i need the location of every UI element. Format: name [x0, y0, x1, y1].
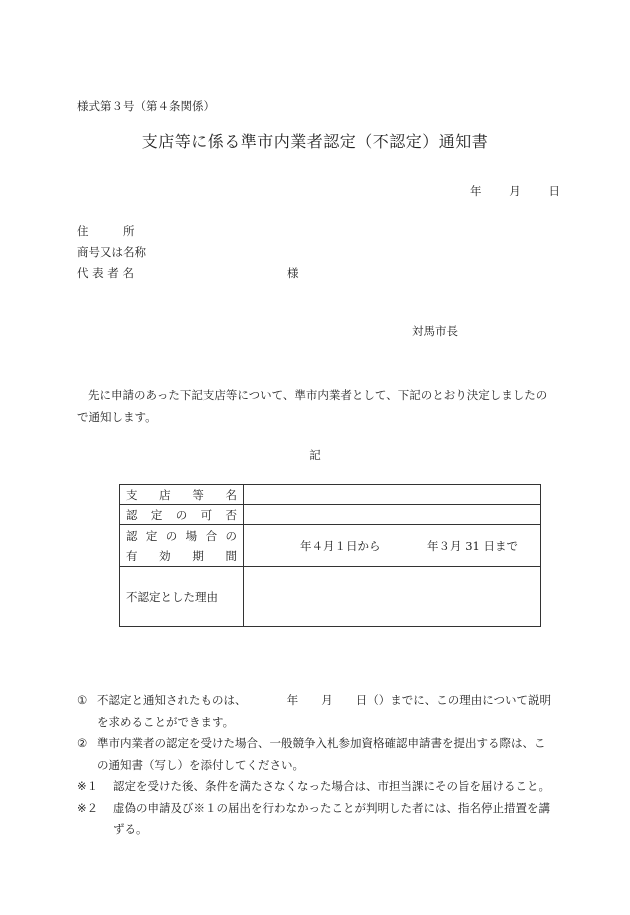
note-item: [77, 733, 555, 776]
note-item: [77, 798, 555, 841]
branch-label-char: 支: [126, 487, 138, 502]
note-mark: ※２: [77, 800, 99, 815]
validity-label-char: 認: [126, 528, 138, 543]
branch-name-value-cell: [244, 485, 541, 505]
trade-name-label: 商号又は名称: [77, 245, 146, 259]
note-text: 準市内業者の認定を受けた場合、一般競争入札参加資格確認申請書を提出する際は、この通知書（写し）を添付してください。: [97, 736, 546, 772]
validity-label-char: の: [225, 528, 237, 543]
validity-label-char: 期: [192, 548, 204, 563]
note-mark: ②: [77, 736, 88, 750]
validity-label-char: 有: [126, 548, 138, 563]
date-day-label: 日: [548, 184, 560, 198]
note-text: 不認定と通知されたものは、 年 月 日（）までに、この理由について説明を求めることができます。: [97, 693, 552, 729]
address-label: 住 所: [77, 224, 135, 238]
validity-label-char: 間: [225, 548, 237, 563]
reason-label-cell: 不認定とした理由: [120, 567, 244, 627]
approval-label-char: 可: [200, 507, 213, 522]
form-number: 様式第３号（第４条関係）: [77, 99, 215, 113]
validity-label-char: 効: [159, 548, 171, 563]
validity-label-cell: [120, 525, 244, 567]
document-title: 支店等に係る準市内業者認定（不認定）通知書: [141, 132, 489, 151]
approval-label-char: 認: [126, 507, 138, 522]
trade-name-row: [77, 244, 146, 260]
reason-value-cell: [244, 567, 541, 627]
validity-label-char: 場: [185, 528, 198, 543]
note-text: 認定を受けた後、条件を満たさなくなった場合は、市担当課にその旨を届けること。: [113, 779, 550, 793]
date-month-label: 月: [509, 184, 521, 198]
date-line: [470, 183, 560, 199]
notes-list: [77, 690, 555, 841]
representative-row: [77, 265, 299, 281]
honorific: 様: [287, 266, 299, 280]
address-row: [77, 223, 135, 239]
branch-label-char: 等: [192, 487, 204, 502]
representative-label: 代 表 者 名: [77, 266, 134, 280]
period-to: 年３月 31 日まで: [427, 538, 518, 553]
approval-label-char: の: [175, 507, 188, 522]
validity-label-char: 定: [145, 528, 158, 543]
note-item: [77, 776, 555, 798]
table-row-reason: [120, 567, 541, 627]
note-item: [77, 690, 555, 733]
period-from: 年４月１日から: [300, 538, 381, 553]
certification-table: [119, 484, 541, 627]
issuer: 対馬市長: [412, 324, 458, 338]
branch-label-char: 店: [159, 487, 171, 502]
ki-heading: 記: [309, 448, 321, 462]
body-paragraph: 先に申請のあった下記支店等について、準市内業者として、下記のとおり決定しましたので通知します。: [77, 388, 548, 424]
date-year-label: 年: [470, 184, 482, 198]
validity-label-char: の: [165, 528, 178, 543]
approval-label-char: 定: [150, 507, 163, 522]
approval-label-cell: [120, 505, 244, 525]
table-row-branch: [120, 485, 541, 505]
table-row-approval: [120, 505, 541, 525]
branch-name-label-cell: [120, 485, 244, 505]
note-mark: ※１: [77, 779, 99, 793]
note-text: 虚偽の申請及び※１の届出を行わなかったことが判明した者には、指名停止措置を講ずる。: [113, 800, 550, 836]
validity-period-cell: [244, 525, 541, 567]
table-row-validity: [120, 525, 541, 567]
approval-label-char: 否: [225, 507, 237, 522]
note-mark: ①: [77, 693, 88, 707]
approval-value-cell: [244, 505, 541, 525]
branch-label-char: 名: [225, 487, 237, 502]
validity-label-char: 合: [205, 528, 218, 543]
